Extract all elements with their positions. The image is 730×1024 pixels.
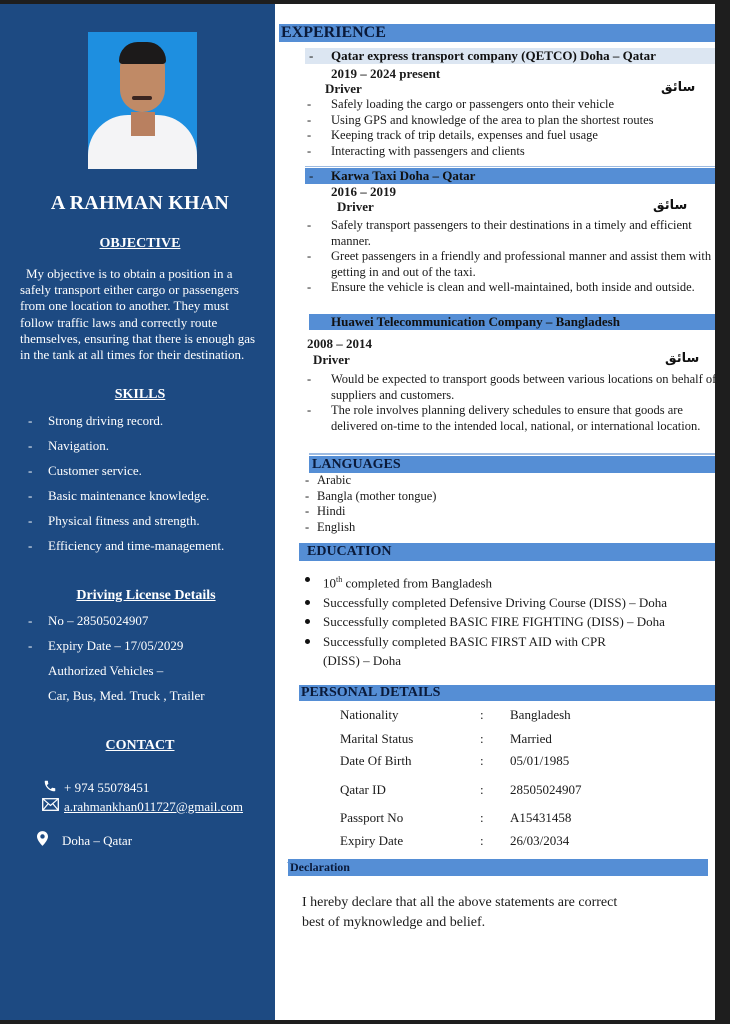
declaration-heading: Declaration: [288, 859, 708, 876]
envelope-icon: [42, 798, 58, 815]
job-duties: [307, 218, 719, 296]
job-duties: [307, 97, 712, 159]
education-item: 10th completed from Bangladesh: [303, 570, 713, 593]
duty-item: - Would be expected to transport goods between various locations on behalf of suppliers and customers.: [307, 372, 717, 402]
experience-heading: EXPERIENCE: [279, 24, 715, 42]
job-role-arabic: سائق: [665, 351, 700, 366]
skill-item: - Strong driving record.: [28, 413, 164, 428]
contact-email[interactable]: a.rahmankhan011727@gmail.com: [42, 798, 243, 815]
objective-heading: OBJECTIVE: [99, 236, 181, 251]
language-item: - English: [305, 519, 356, 534]
bullet-icon: [305, 577, 310, 582]
job-dates: 2016 – 2019: [331, 184, 396, 199]
education-item: Successfully completed BASIC FIRST AID with CPR (DISS) – Doha: [303, 632, 713, 671]
job-role-arabic: سائق: [653, 198, 688, 213]
job-duties: [307, 372, 717, 434]
declaration-line-1: I hereby declare that all the above statements are correct: [302, 895, 618, 910]
duty-item: - Greet passengers in a friendly and professional manner and assist them with getting in and out of the taxi.: [307, 249, 712, 279]
job-role-arabic: سائق: [661, 80, 696, 95]
language-item: - Arabic: [305, 473, 352, 487]
duty-item: - Safely loading the cargo or passengers onto their vehicle: [307, 97, 615, 111]
main-content: EXPERIENCE - Qatar express transport company (QETCO) Doha – Qatar 2019 – 2024 present Driver سائق - Safely loading the cargo or passengers onto their vehicle - Using GPS and knowledge of the area to plan the shortest routes - Keeping track of trip details, expenses and fuel usage - Interacting with passengers and clients - Karwa Taxi Doha – Qatar 2016 – 2019 Driver سائق - Safely transport passengers to their destinations in a timely and efficient manner. - Greet passengers in a friendly and professional manner and assist them with getting in and out of the taxi. - Ensure the vehicle is clean and well-maintained, both inside and outside. Huawei Telecommunication Company – Bangladesh 2008 – 2014 Driver سائق - Would be expected to transport goods between various locations on behalf of suppliers and customers. - The role involves planning delivery schedules to ensure that goods are delivered on-time to the intended local, national, or international location. LANGUAGES - Arabic - Bangla (mother tongue) - Hindi - English EDUCATION 10th completed from Bangladesh Successfully completed Defensive Driving Course (DISS) – Doha Successfully completed BASIC FIRE FIGHTING (DISS) – Doha Successfully completed BASIC FIRST AID with CPR (DISS) – Doha PERSONAL DETAILS Nationality : Bangladesh Marital Status : Married Date Of Birth : 05/01/1985 Qatar ID : 28505024907 Passport No : A15431458 Expiry Date : 26/03/2034 Declaration I hereby declare that all the above statements are correct best of myknowledge and belief.: [275, 4, 715, 1020]
job-dates: 2008 – 2014: [307, 336, 372, 351]
skill-item: - Physical fitness and strength.: [28, 513, 200, 528]
skill-item: - Efficiency and time-management.: [28, 538, 225, 553]
license-list: [28, 613, 205, 713]
bullet-icon: [305, 639, 310, 644]
skills-list: [28, 413, 224, 563]
phone-icon: [42, 779, 58, 797]
divider: [305, 166, 715, 167]
duty-item: - Interacting with passengers and clients: [307, 143, 525, 158]
job-role: Driver: [325, 81, 362, 96]
objective-text: My objective is to obtain a position in a safely transport either cargo or passengers from one location to another. They must follow traffic laws and correctly route themselves, ensuring that there is enough gas in the tank at all times for their destination.: [20, 266, 256, 363]
languages-list: [305, 473, 605, 535]
license-authorized-label: Authorized Vehicles –: [48, 663, 164, 678]
duty-item: - The role involves planning delivery schedules to ensure that goods are delivered on-time to the intended local, national, or international location.: [307, 403, 701, 433]
skill-item: - Navigation.: [28, 438, 110, 453]
job-dates: 2019 – 2024 present: [331, 66, 441, 81]
license-number: - No – 28505024907: [28, 613, 149, 628]
education-item: Successfully completed BASIC FIRE FIGHTING (DISS) – Doha: [303, 612, 713, 632]
duty-item: - Safely transport passengers to their destinations in a timely and efficient manner.: [307, 218, 692, 248]
language-item: - Hindi: [305, 504, 346, 518]
duty-item: - Ensure the vehicle is clean and well-maintained, both inside and outside.: [307, 280, 695, 294]
resume-page: [0, 4, 715, 1020]
contact-heading: CONTACT: [105, 738, 175, 753]
duty-item: - Using GPS and knowledge of the area to plan the shortest routes: [307, 112, 654, 127]
duty-item: - Keeping track of trip details, expenses and fuel usage: [307, 128, 598, 142]
job-company: Huawei Telecommunication Company – Bangladesh: [309, 314, 715, 330]
skills-heading: SKILLS: [114, 387, 166, 402]
language-item: - Bangla (mother tongue): [305, 488, 437, 503]
education-item: Successfully completed Defensive Driving Course (DISS) – Doha: [303, 593, 713, 613]
photo-hair: [119, 42, 166, 64]
job-company: - Qatar express transport company (QETCO) Doha – Qatar: [305, 48, 715, 64]
skill-item: - Basic maintenance knowledge.: [28, 488, 210, 503]
languages-heading: LANGUAGES: [309, 456, 715, 473]
photo-neck: [131, 112, 155, 136]
profile-photo: [88, 32, 197, 169]
job-company: - Karwa Taxi Doha – Qatar: [305, 168, 715, 184]
education-heading: EDUCATION: [299, 543, 715, 561]
sidebar: [0, 4, 275, 1020]
job-role: Driver: [313, 352, 350, 367]
contact-location: Doha – Qatar: [34, 831, 132, 850]
map-pin-icon: [34, 831, 50, 850]
bullet-icon: [305, 619, 310, 624]
declaration-line-2: best of myknowledge and belief.: [302, 915, 486, 930]
divider: [309, 453, 715, 455]
photo-mustache: [132, 96, 152, 100]
job-role: Driver: [337, 199, 374, 214]
license-expiry: - Expiry Date – 17/05/2029: [28, 638, 184, 653]
bullet-icon: [305, 600, 310, 605]
license-heading: Driving License Details: [76, 588, 216, 603]
personal-heading: PERSONAL DETAILS: [299, 685, 715, 701]
license-authorized-vehicles: Car, Bus, Med. Truck , Trailer: [48, 688, 205, 703]
candidate-name: A RAHMAN KHAN: [50, 192, 230, 214]
education-list: [303, 570, 713, 671]
contact-phone[interactable]: + 974 55078451: [42, 779, 149, 797]
skill-item: - Customer service.: [28, 463, 142, 478]
